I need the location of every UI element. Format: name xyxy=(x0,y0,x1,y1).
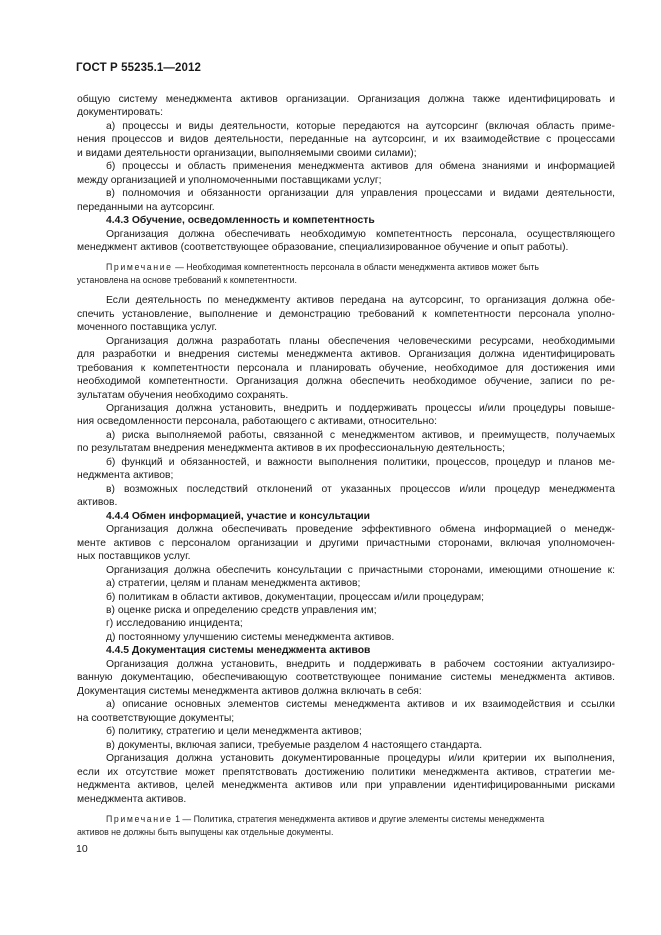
paragraph-line: Организация должна обеспечить консультации с причастными сторонами, имеющими отношение к: xyxy=(106,564,615,576)
paragraph-line: Организация должна обеспечивать необходимую компетентность персонала, осуществляющего xyxy=(106,228,615,240)
text-line: ных поставщиков услуг. xyxy=(77,551,191,563)
paragraph-line: Организация должна разработать планы обеспечения человеческими ресурсами, необходимыми xyxy=(106,335,615,347)
section-heading: 4.4.4 Обмен информацией, участие и консультации xyxy=(106,510,371,522)
list-item: д) постоянному улучшению системы менеджмента активов. xyxy=(106,631,395,643)
list-item: в) полномочия и обязанности организации для управления процессами и видами деятельности, xyxy=(106,188,615,200)
paragraph-line: Организация должна установить документированные процедуры и/или критерии их выполнения, xyxy=(106,753,615,765)
text-line: Документация системы менеджмента активов должна включать в себя: xyxy=(77,685,422,697)
list-item: б) политику, стратегию и цели менеджмента активов; xyxy=(106,726,362,738)
text-line: если их отсутствие может препятствовать достижению политики менеджмента активов, стратегии ме- xyxy=(77,766,615,778)
list-item: в) оценке риска и определению средств управления им; xyxy=(106,605,377,616)
note xyxy=(77,813,615,840)
text-line: по результатам внедрения менеджмента активов в их профессиональную деятельность; xyxy=(77,443,506,455)
text-line: между организацией и уполномоченными поставщиками услуг; xyxy=(77,174,382,186)
text-line: спечить установление, выполнение и демонстрацию требований к компетентности персонала уполно- xyxy=(77,308,615,320)
note-label: Примечание xyxy=(106,814,173,825)
text-line: и видами деятельности организации, выполняемыми своими силами); xyxy=(77,147,417,159)
text-line: активов. xyxy=(77,497,118,509)
list-item: в) документы, включая записи, требуемые разделом 4 настоящего стандарта. xyxy=(106,739,483,751)
list-item: г) исследованию инцидента; xyxy=(106,618,243,630)
text-line: общую систему менеджмента активов организации. Организация должна также идентифицировать и xyxy=(77,94,615,105)
text-line: менте активов с персоналом организации и другими причастными сторонами, включая уполномочен- xyxy=(77,537,615,549)
list-item: а) описание основных элементов системы менеджмента активов и их взаимодействия и ссылки xyxy=(106,699,615,711)
section-heading: 4.4.5 Документация системы менеджмента активов xyxy=(106,645,371,657)
note-text: 1 — Политика, стратегия менеджмента активов и другие элементы системы менеджмента xyxy=(172,814,545,825)
paragraph-line: Организация должна обеспечивать проведение эффективного обмена информацией о менедж- xyxy=(106,524,615,536)
text-line: переданными на аутсорсинг. xyxy=(77,201,215,213)
note-text: установлена на основе требований к компетентности. xyxy=(77,274,297,285)
paragraph-line: Если деятельность по менеджменту активов передана на аутсорсинг, то организация должна обе- xyxy=(106,295,615,307)
list-item: в) возможных последствий отклонений от указанных процессов и/или процедур менеджмента xyxy=(106,483,615,495)
text-line: неджмента активов, целей менеджмента активов или при управлении идентифицированными рисками xyxy=(77,780,615,792)
text-line: для разработки и внедрения системы менеджмента активов. Организация должна идентифицировать xyxy=(77,349,615,361)
section-heading: 4.4.3 Обучение, осведомленность и компетентность xyxy=(106,215,375,227)
page-number: 10 xyxy=(76,843,88,855)
note-text: активов не должны быть выпущены как отдельные документы. xyxy=(77,827,334,838)
list-item: б) процессы и область применения менеджмента активов для обмена знаниями и информацией xyxy=(106,161,615,173)
text-line: ния осведомленности персонала, работающего с активами, относительно: xyxy=(77,416,437,428)
note-label: Примечание xyxy=(106,261,173,272)
text-line: зультатам обучения необходимо сохранять. xyxy=(77,389,289,401)
text-line: необходимой компетентности. Организация должна обеспечить необходимое обучение, записи по ре- xyxy=(77,376,615,388)
text-line: менеджмент активов (соответствующее образование, специализированное обучение и опыт работы). xyxy=(77,242,569,254)
list-item: а) процессы и виды деятельности, которые передаются на аутсорсинг (включая область приме- xyxy=(106,120,615,132)
paragraph-line: Организация должна установить, внедрить и поддерживать в рабочем состоянии актуализиро- xyxy=(106,658,615,670)
paragraph-line: Организация должна установить, внедрить и поддерживать процессы и/или процедуры повыше- xyxy=(106,402,615,414)
body-text xyxy=(77,93,615,847)
note-text: — Необходимая компетентность персонала в области менеджмента активов может быть xyxy=(172,261,539,272)
note xyxy=(77,261,615,288)
text-line: менеджмента активов. xyxy=(77,793,187,805)
list-item: а) стратегии, целям и планам менеджмента активов; xyxy=(106,578,361,590)
text-line: требования к компетентности персонала и планировать обучение, необходимое для достижения ими xyxy=(77,362,615,374)
text-line: на соответствующие документы; xyxy=(77,712,235,724)
text-line: неджмента активов; xyxy=(77,470,174,482)
list-item: б) функций и обязанностей, и важности выполнения политики, процессов, процедур и планов ме- xyxy=(106,456,615,468)
text-line: ванную документацию, обеспечивающую соответствующее понимание системы менеджмента активов. xyxy=(77,672,615,684)
text-line: документировать: xyxy=(77,107,163,119)
list-item: б) политикам в области активов, документации, процессам и/или процедурам; xyxy=(106,591,484,603)
text-line: моченного поставщика услуг. xyxy=(77,322,218,334)
list-item: а) риска выполняемой работы, связанной с менеджментом активов, и преимуществ, получаемых xyxy=(106,429,615,441)
text-line: нения процессов и видов деятельности, переданные на аутсорсинг, и их взаимодействие с процессами xyxy=(77,134,615,146)
page-header: ГОСТ Р 55235.1—2012 xyxy=(76,62,201,74)
